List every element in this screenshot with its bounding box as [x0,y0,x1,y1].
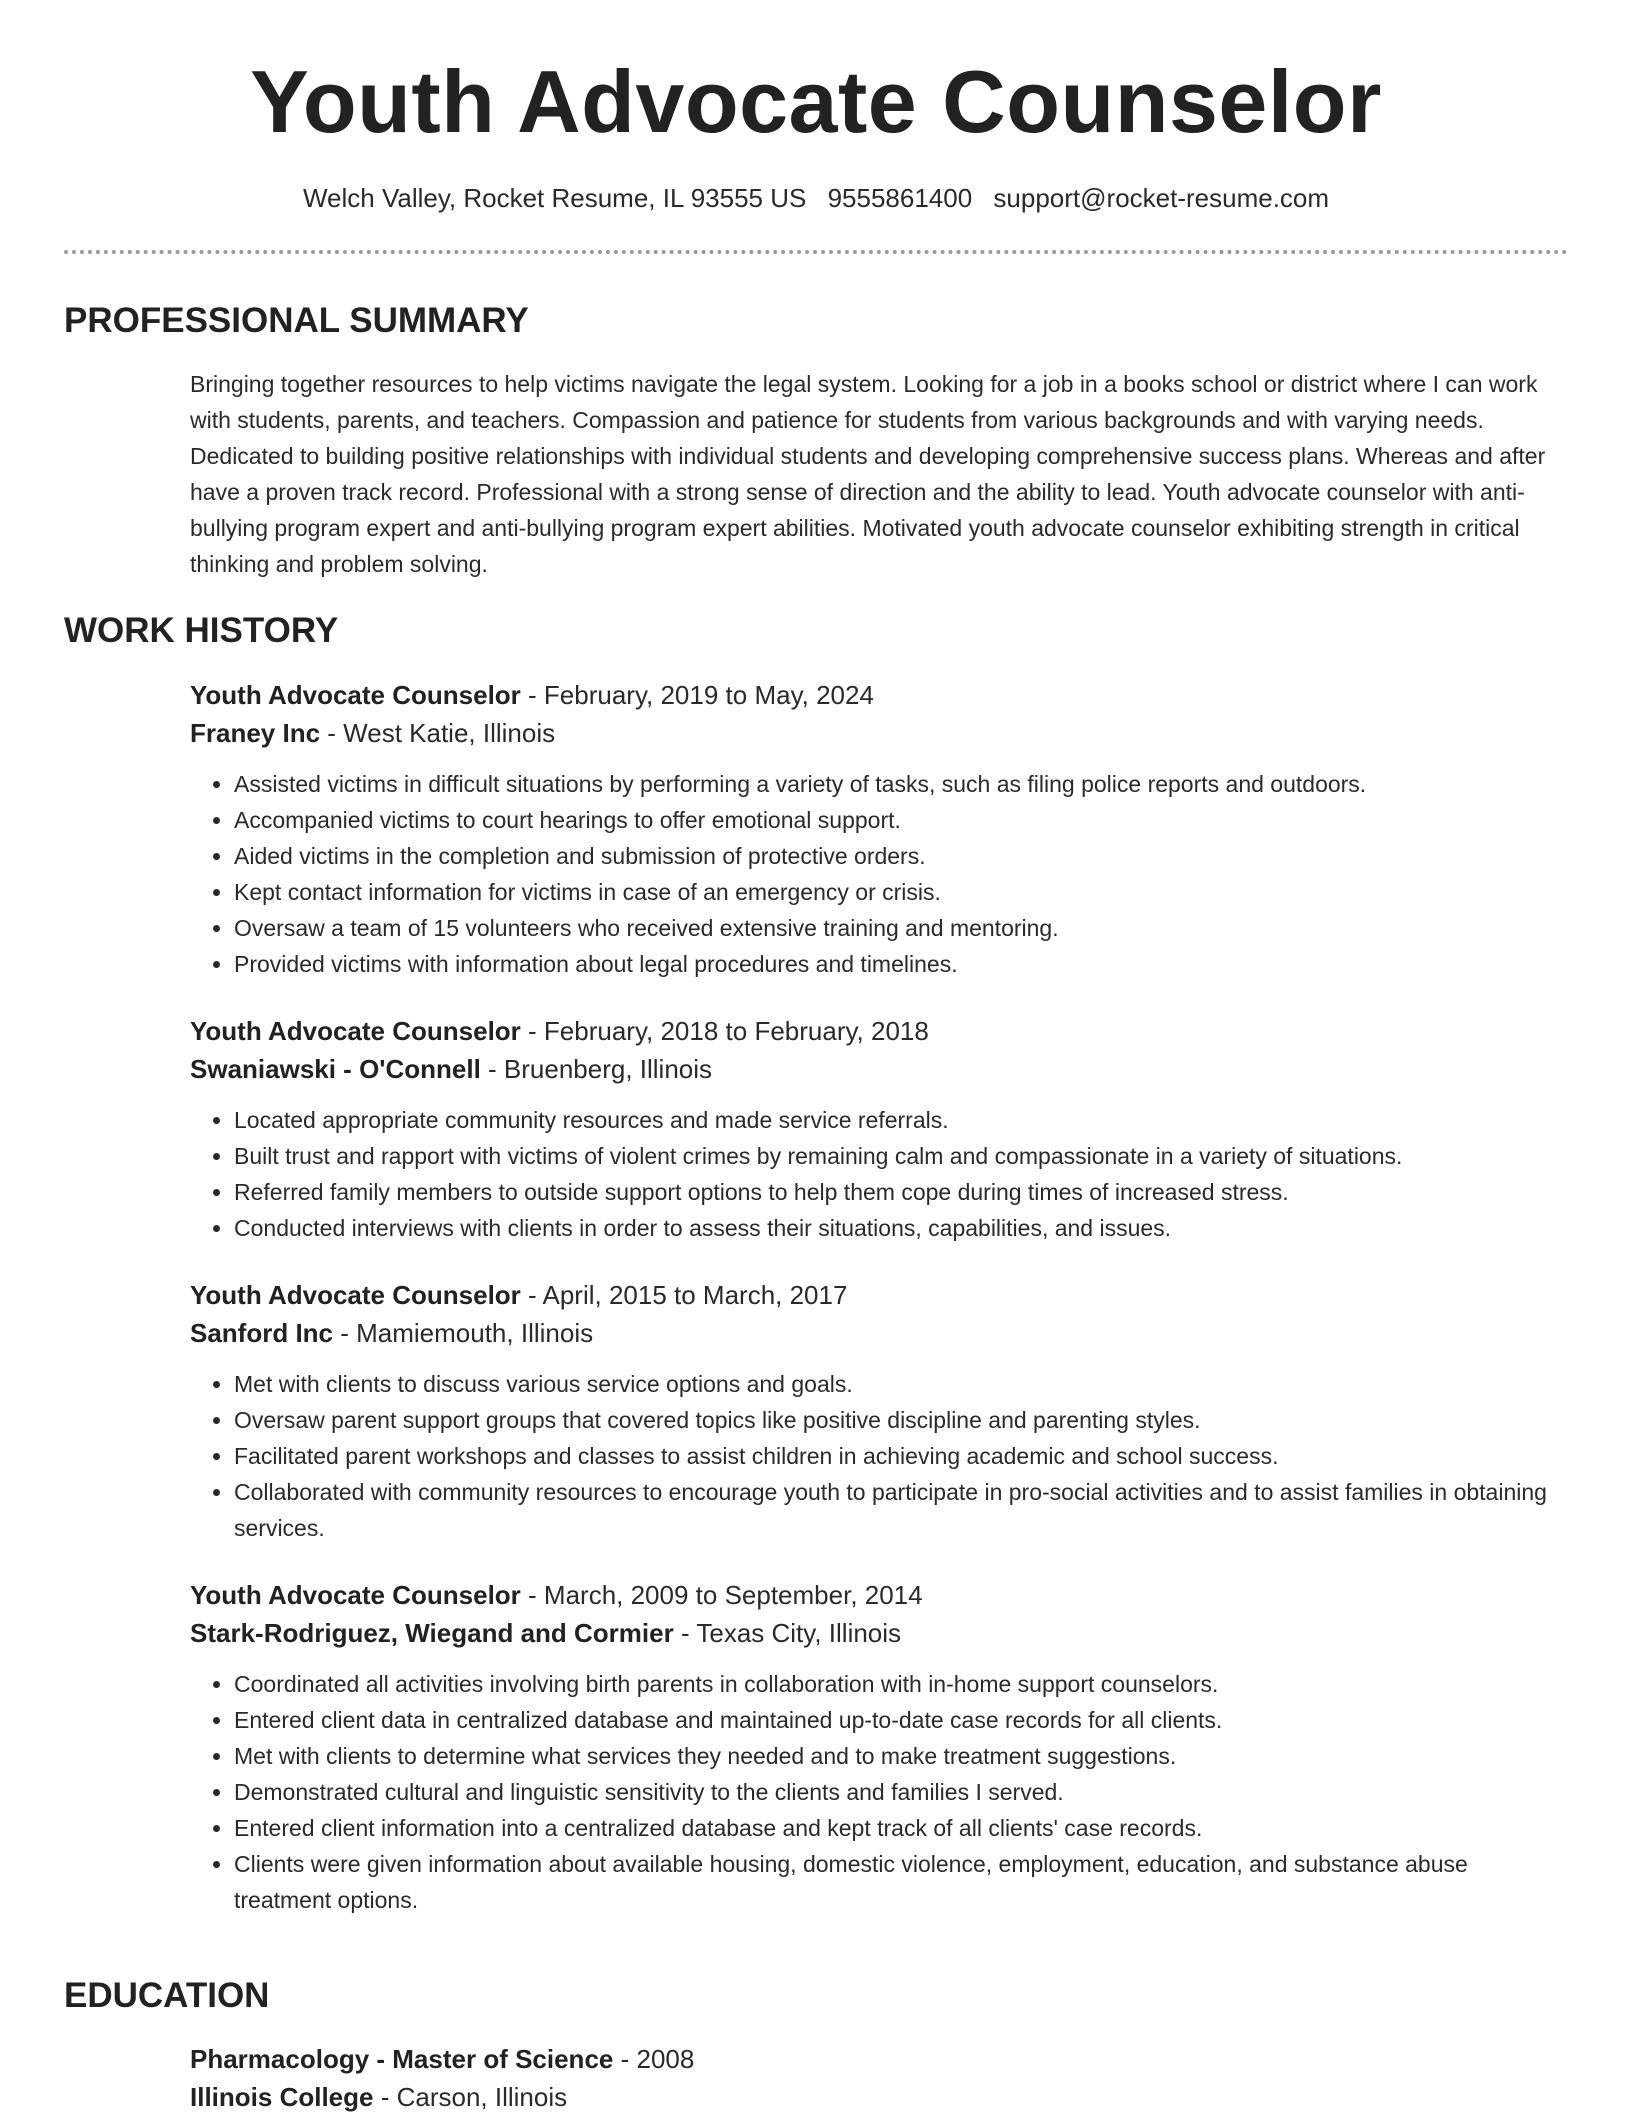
job-bullets [190,1366,1570,1546]
job-bullet: • Built trust and rapport with victims of violent crimes by remaining calm and compassionate in a variety of situations. [234,1138,1570,1174]
job-dates: - March, 2009 to September, 2014 [520,1580,923,1610]
contact-email: support@rocket-resume.com [993,183,1330,213]
job-bullets [190,1666,1570,1918]
job-bullet: • Accompanied victims to court hearings to offer emotional support. [234,802,1570,838]
contact-phone: 9555861400 [827,183,973,213]
job-title: Youth Advocate Counselor [190,1580,521,1610]
job-bullet: • Coordinated all activities involving birth parents in collaboration with in-home support counselors. [234,1666,1570,1702]
job-title-line [190,676,1570,714]
job-bullet: • Oversaw parent support groups that covered topics like positive discipline and parenting styles. [234,1402,1570,1438]
job-title: Youth Advocate Counselor [190,1280,521,1310]
job-entry [190,676,1570,982]
job-bullet: • Aided victims in the completion and submission of protective orders. [234,838,1570,874]
job-bullet: • Oversaw a team of 15 volunteers who received extensive training and mentoring. [234,910,1570,946]
work-history-heading: WORK HISTORY [64,611,339,650]
education-school-line [190,2078,1570,2116]
job-title: Youth Advocate Counselor [190,1016,521,1046]
job-bullet: • Provided victims with information about legal procedures and timelines. [234,946,1570,982]
job-company-line [190,1314,1570,1352]
job-dates: - February, 2019 to May, 2024 [520,680,874,710]
education-location: - Carson, Illinois [373,2082,568,2112]
summary-text: Bringing together resources to help victims navigate the legal system. Looking for a job in a books school or district where I can work with students, parents, and teachers. Compassion and patience for students from various backgrounds and with varying needs. Dedicated to building positive relationships with individual students and developing comprehensive success plans. Whereas and after have a proven track record. Professional with a strong sense of direction and the ability to lead. Youth advocate counselor with anti-bullying program expert and anti-bullying program expert abilities. Motivated youth advocate counselor exhibiting strength in critical thinking and problem solving. [190,371,1546,577]
job-bullet: • Conducted interviews with clients in order to assess their situations, capabilities, and issues. [234,1210,1570,1246]
contact-line [0,180,1632,216]
job-company-line [190,1050,1570,1088]
job-company: Stark-Rodriguez, Wiegand and Cormier [190,1618,674,1648]
education-degree: Pharmacology - Master of Science [190,2044,614,2074]
education-degree-line [190,2040,1570,2078]
job-entry [190,1012,1570,1246]
job-entry [190,1576,1570,1918]
job-bullet: • Facilitated parent workshops and classes to assist children in achieving academic and school success. [234,1438,1570,1474]
education-entry [190,2040,1570,2116]
header-divider [64,250,1568,254]
job-bullets [190,1102,1570,1246]
job-dates: - April, 2015 to March, 2017 [520,1280,848,1310]
job-location: - West Katie, Illinois [320,718,556,748]
job-title: Youth Advocate Counselor [190,680,521,710]
work-history-list [190,676,1570,1948]
job-title-line [190,1012,1570,1050]
job-bullet: • Demonstrated cultural and linguistic sensitivity to the clients and families I served. [234,1774,1570,1810]
job-bullet: • Met with clients to discuss various service options and goals. [234,1366,1570,1402]
job-dates: - February, 2018 to February, 2018 [520,1016,929,1046]
job-bullet: • Entered client information into a centralized database and kept track of all clients' case records. [234,1810,1570,1846]
job-location: - Texas City, Illinois [673,1618,902,1648]
contact-address: Welch Valley, Rocket Resume, IL 93555 US [302,183,807,213]
job-company: Swaniawski - O'Connell [190,1054,481,1084]
education-school: Illinois College [190,2082,374,2112]
summary-heading: PROFESSIONAL SUMMARY [64,301,529,340]
job-bullet: • Clients were given information about available housing, domestic violence, employment, education, and substance abuse treatment options. [234,1846,1570,1918]
job-location: - Mamiemouth, Illinois [333,1318,594,1348]
job-bullet: • Entered client data in centralized database and maintained up-to-date case records for all clients. [234,1702,1570,1738]
job-bullet: • Referred family members to outside support options to help them cope during times of increased stress. [234,1174,1570,1210]
job-company-line [190,1614,1570,1652]
job-bullet: • Kept contact information for victims in case of an emergency or crisis. [234,874,1570,910]
job-title-line [190,1276,1570,1314]
candidate-name: Youth Advocate Counselor [250,52,1382,151]
job-company: Sanford Inc [190,1318,334,1348]
job-bullet: • Met with clients to determine what services they needed and to make treatment suggestions. [234,1738,1570,1774]
job-bullets [190,766,1570,982]
education-heading: EDUCATION [64,1976,270,2015]
job-location: - Bruenberg, Illinois [480,1054,713,1084]
education-year: - 2008 [613,2044,695,2074]
job-title-line [190,1576,1570,1614]
job-bullet: • Located appropriate community resources and made service referrals. [234,1102,1570,1138]
job-bullet: • Assisted victims in difficult situations by performing a variety of tasks, such as filing police reports and outdoors. [234,766,1570,802]
job-company: Franey Inc [190,718,321,748]
job-bullet: • Collaborated with community resources to encourage youth to participate in pro-social activities and to assist families in obtaining services. [234,1474,1570,1546]
job-entry [190,1276,1570,1546]
job-company-line [190,714,1570,752]
